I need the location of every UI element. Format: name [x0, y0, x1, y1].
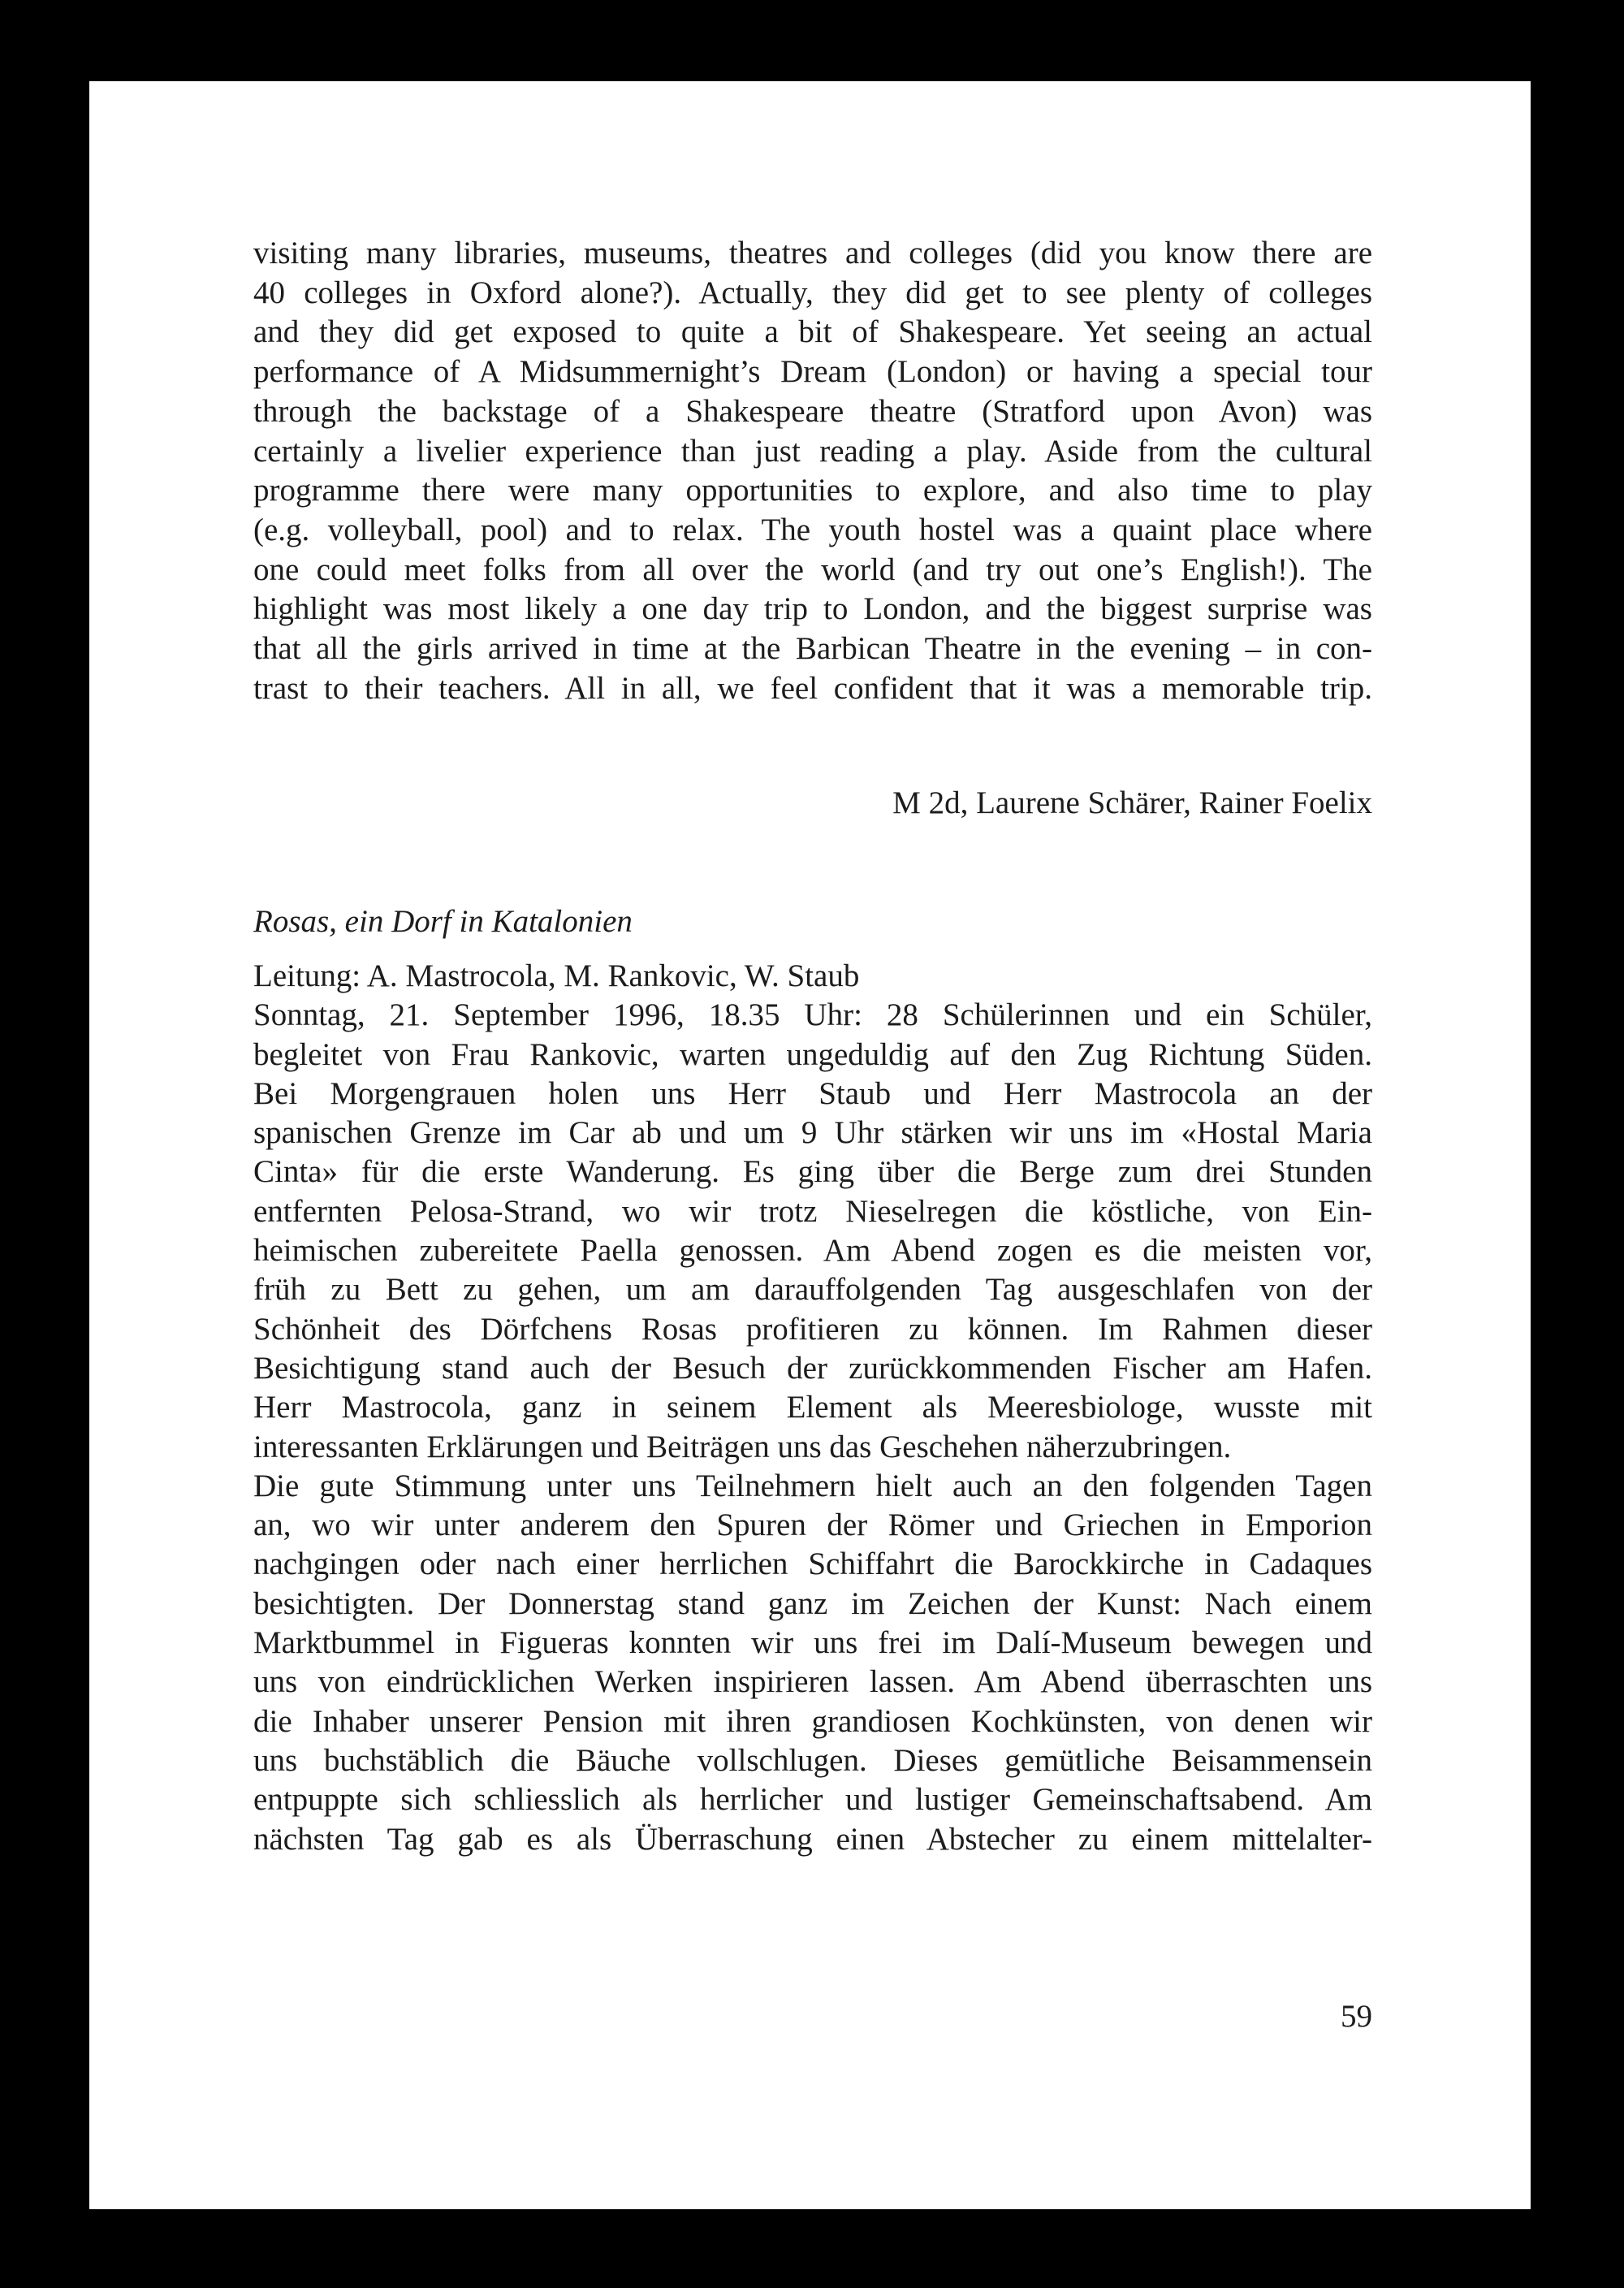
text-line: trast to their teachers. All in all, we feel confident that it was a memorable trip.: [253, 670, 1372, 706]
text-line: (e.g. volleyball, pool) and to relax. The youth hostel was a quaint place where: [253, 512, 1372, 547]
text-line: Marktbummel in Figueras konnten wir uns frei im Dalí-Museum bewegen und: [253, 1625, 1372, 1661]
page-number: 59: [1341, 1999, 1372, 2034]
text-line: an, wo wir unter anderem den Spuren der Römer und Griechen in Emporion: [253, 1507, 1372, 1543]
oxford-report-signature: M 2d, Laurene Schärer, Rainer Foelix: [892, 785, 1372, 820]
document-page: [89, 81, 1531, 2209]
text-line: Besichtigung stand auch der Besuch der zurückkommenden Fischer am Hafen.: [253, 1350, 1372, 1386]
text-line: visiting many libraries, museums, theatres and colleges (did you know there are: [253, 236, 1372, 270]
text-line: entfernten Pelosa-Strand, wo wir trotz Nieselregen die köstliche, von Ein-: [253, 1193, 1372, 1229]
leitung-line: Leitung: A. Mastrocola, M. Rankovic, W. Staub: [253, 958, 860, 993]
text-line: Die gute Stimmung unter uns Teilnehmern hielt auch an den folgenden Tagen: [253, 1468, 1372, 1503]
text-line: 40 colleges in Oxford alone?). Actually, they did get to see plenty of colleges: [253, 275, 1372, 310]
text-line: begleitet von Frau Rankovic, warten ungeduldig auf den Zug Richtung Süden.: [253, 1036, 1372, 1072]
text-line: Schönheit des Dörfchens Rosas profitieren zu können. Im Rahmen dieser: [253, 1311, 1372, 1347]
text-line: Sonntag, 21. September 1996, 18.35 Uhr: 28 Schülerinnen und ein Schüler,: [253, 997, 1372, 1033]
rosas-report-text: [253, 957, 1372, 1859]
text-line: highlight was most likely a one day trip to London, and the biggest surprise was: [253, 591, 1372, 627]
text-line: one could meet folks from all over the world (and try out one’s English!). The: [253, 551, 1372, 587]
text-line: and they did get exposed to quite a bit of Shakespeare. Yet seeing an actual: [253, 314, 1372, 350]
text-line: certainly a livelier experience than just reading a play. Aside from the cultural: [253, 433, 1372, 469]
text-line: uns von eindrücklichen Werken inspirieren lassen. Am Abend überraschten uns: [253, 1664, 1372, 1700]
text-line: Cinta» für die erste Wanderung. Es ging über die Berge zum drei Stunden: [253, 1154, 1372, 1190]
text-line: interessanten Erklärungen und Beiträgen uns das Geschehen näherzubringen.: [253, 1429, 1232, 1464]
text-line: through the backstage of a Shakespeare theatre (Stratford upon Avon) was: [253, 393, 1372, 429]
text-line: performance of A Midsummernight’s Dream (London) or having a special tour: [253, 354, 1372, 390]
text-line: entpuppte sich schliesslich als herrlicher und lustiger Gemeinschaftsabend. Am: [253, 1782, 1372, 1818]
text-line: spanischen Grenze im Car ab und um 9 Uhr stärken wir uns im «Hostal Maria: [253, 1115, 1372, 1151]
text-line: heimischen zubereitete Paella genossen. Am Abend zogen es die meisten vor,: [253, 1233, 1372, 1269]
text-line: Herr Mastrocola, ganz in seinem Element als Meeresbiologe, wusste mit: [253, 1390, 1372, 1425]
text-line: programme there were many opportunities to explore, and also time to play: [253, 473, 1372, 508]
text-line: Bei Morgengrauen holen uns Herr Staub und Herr Mastrocola an der: [253, 1075, 1372, 1111]
text-line: nachgingen oder nach einer herrlichen Schiffahrt die Barockkirche in Cadaques: [253, 1546, 1372, 1582]
text-line: die Inhaber unserer Pension mit ihren grandiosen Kochkünsten, von denen wir: [253, 1703, 1372, 1739]
text-line: that all the girls arrived in time at the Barbican Theatre in the evening – in con-: [253, 631, 1372, 667]
text-line: nächsten Tag gab es als Überraschung einen Abstecher zu einem mittelalter-: [253, 1821, 1372, 1857]
rosas-report-title: Rosas, ein Dorf in Katalonien: [253, 904, 633, 939]
text-line: uns buchstäblich die Bäuche vollschlugen. Dieses gemütliche Beisammensein: [253, 1742, 1372, 1778]
text-line: früh zu Bett zu gehen, um am darauffolgenden Tag ausgeschlafen von der: [253, 1272, 1372, 1308]
oxford-report-text: [253, 234, 1372, 708]
text-line: besichtigten. Der Donnerstag stand ganz im Zeichen der Kunst: Nach einem: [253, 1585, 1372, 1621]
